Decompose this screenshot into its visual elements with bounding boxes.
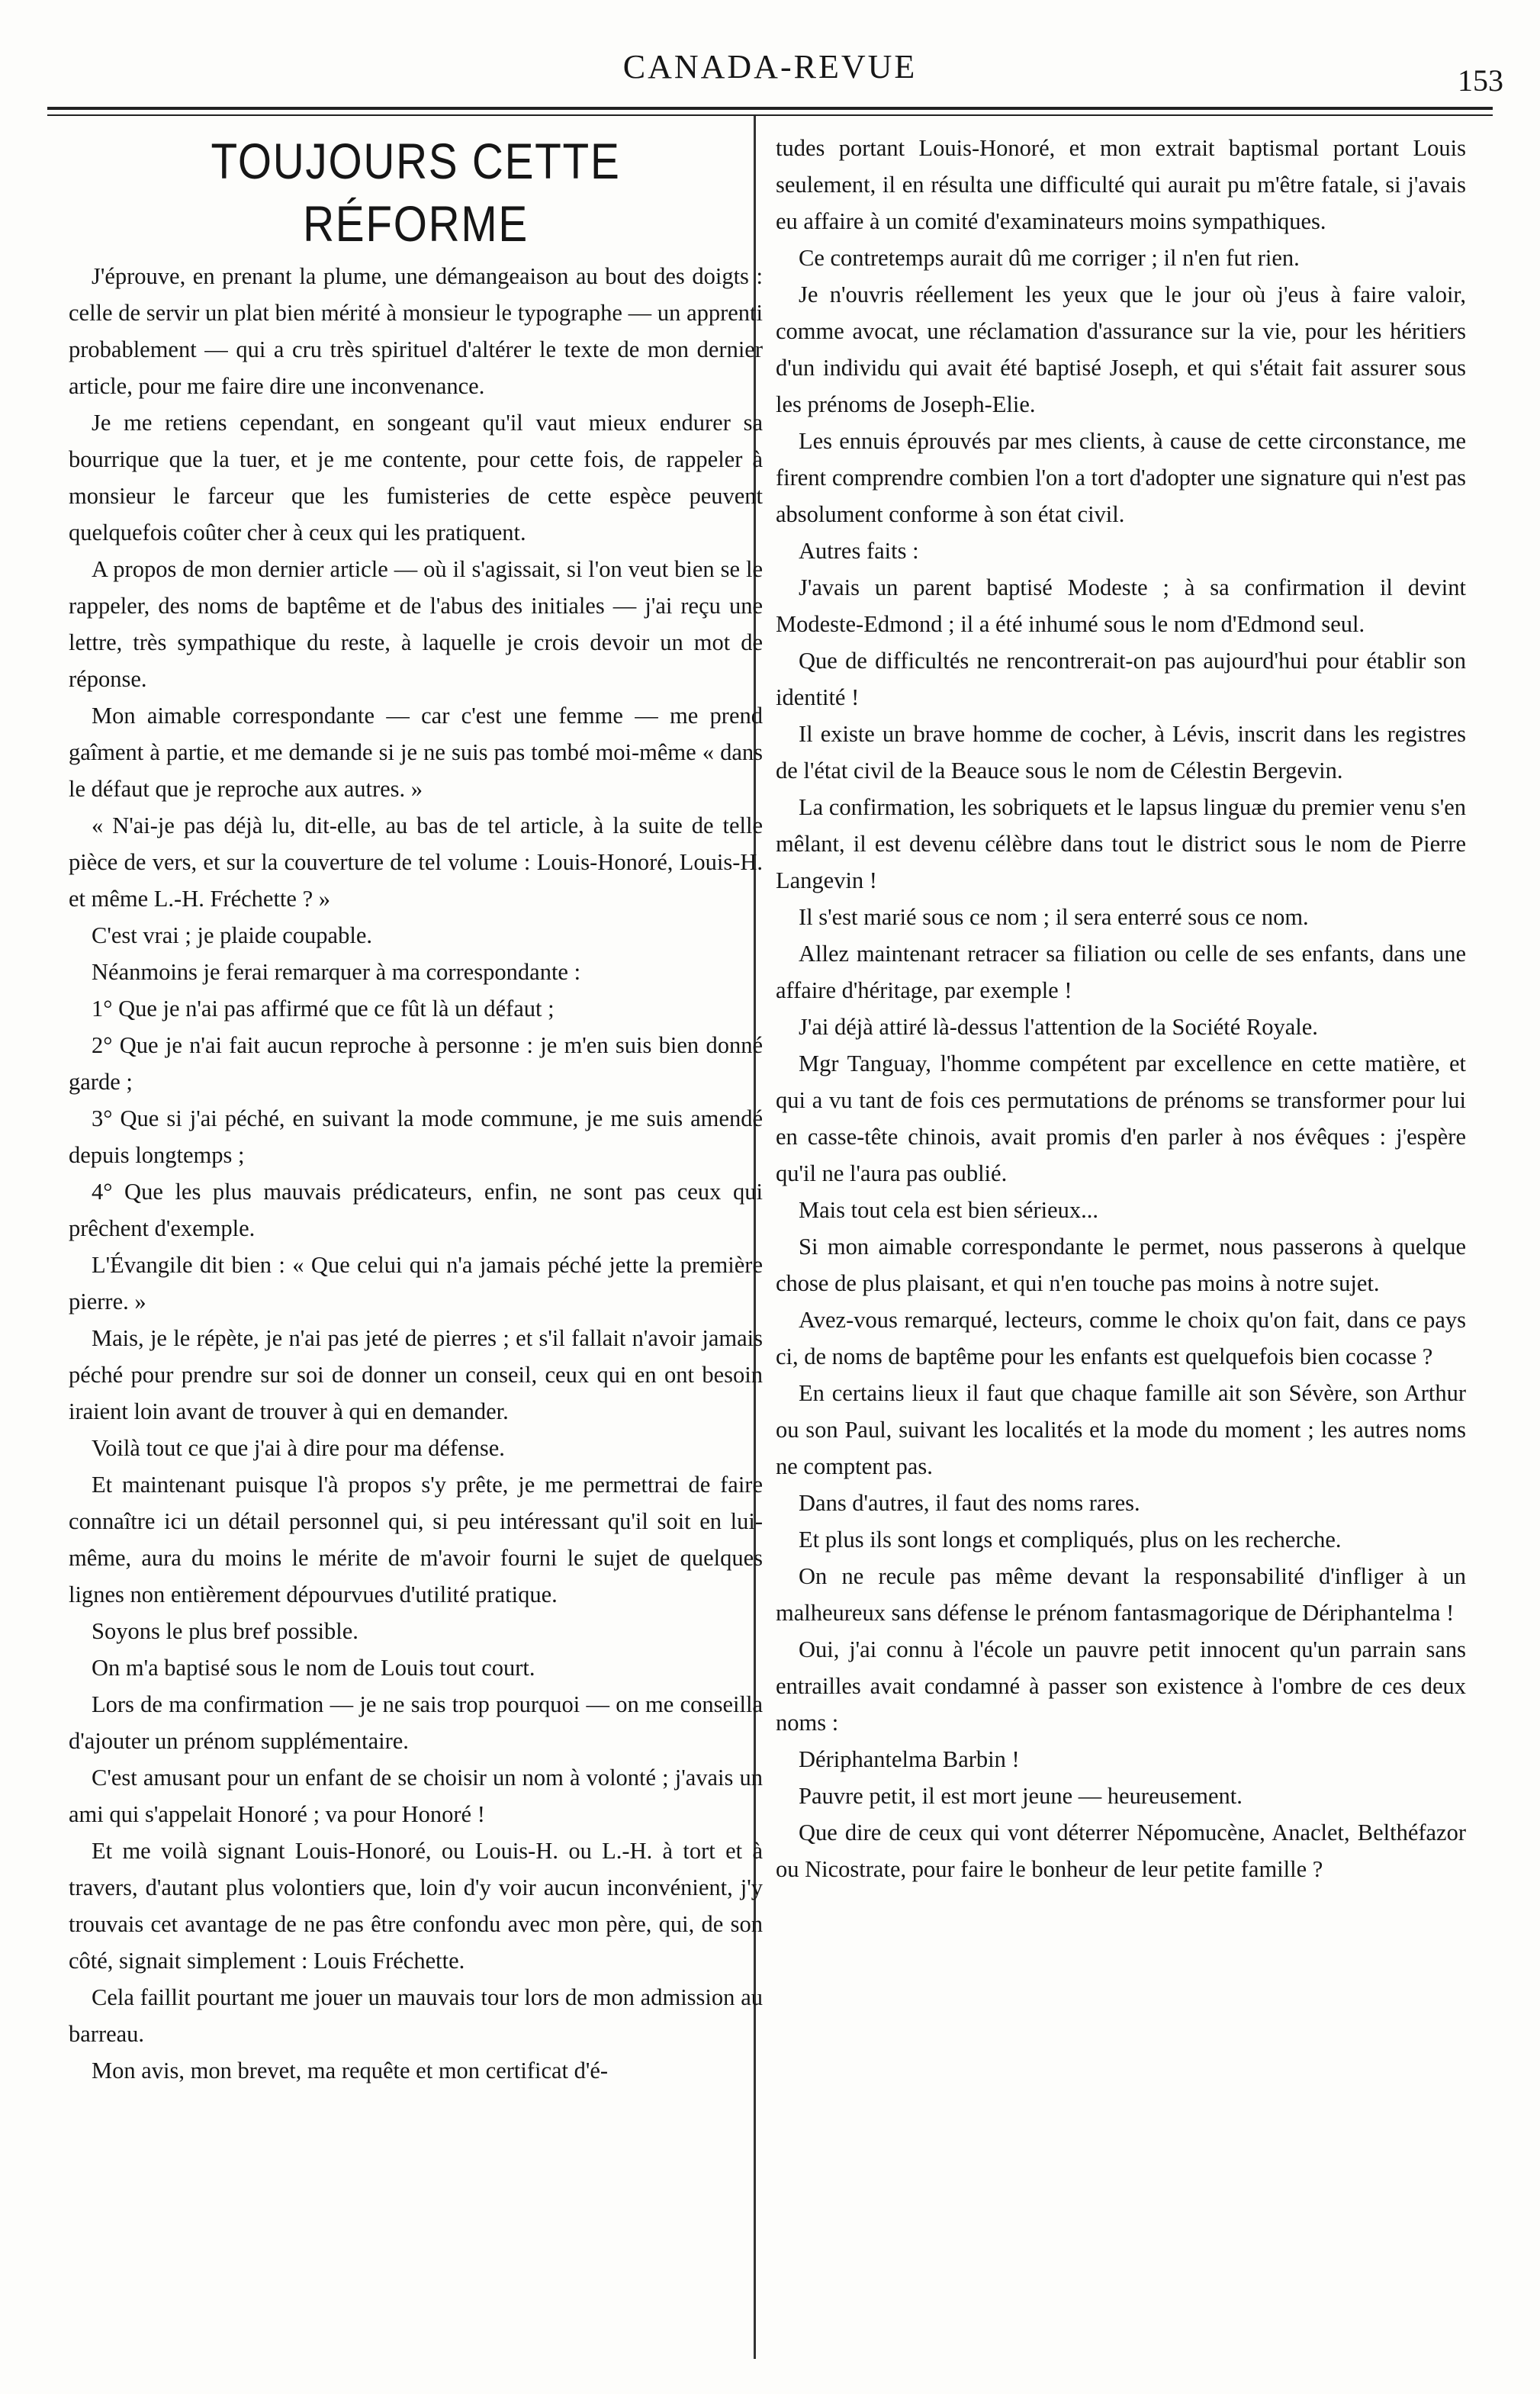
- article-title: TOUJOURS CETTE RÉFORME: [211, 133, 621, 252]
- paragraph: C'est amusant pour un enfant de se choisir un nom à volonté ; j'avais un ami qui s'appelait Honoré ; va pour Honoré !: [69, 1765, 763, 1827]
- paragraph: Que de difficultés ne rencontrerait-on pas aujourd'hui pour établir son identité !: [776, 648, 1466, 710]
- paragraph: Et me voilà signant Louis-Honoré, ou Louis-H. ou L.-H. à tort et à travers, d'autant plus volontiers que, loin d'y voir aucun inconvénient, j'y trouvais cet avantage de ne pas être confondu avec mon père, qui, de son côté, signait simplement : Louis Fréchette.: [69, 1838, 763, 1974]
- paragraph: Il existe un brave homme de cocher, à Lévis, inscrit dans les registres de l'état civil de la Beauce sous le nom de Célestin Bergevin.: [776, 721, 1466, 784]
- left-column-paragraphs: [69, 258, 763, 2089]
- paragraph: On m'a baptisé sous le nom de Louis tout court.: [92, 1655, 535, 1681]
- paragraph: Je n'ouvris réellement les yeux que le jour où j'eus à faire valoir, comme avocat, une réclamation d'assurance sur la vie, pour les héritiers d'un individu qui avait été baptisé Joseph, et qui s'était fait assurer sous les prénoms de Joseph-Elie.: [776, 282, 1466, 417]
- paragraph: 2° Que je n'ai fait aucun reproche à personne : je m'en suis bien donné garde ;: [69, 1032, 763, 1095]
- paragraph: tudes portant Louis-Honoré, et mon extrait baptismal portant Louis seulement, il en résulta une difficulté qui aurait pu m'être fatale, si j'avais eu affaire à un comité d'examinateurs moins sympathiques.: [776, 135, 1466, 234]
- paragraph: J'avais un parent baptisé Modeste ; à sa confirmation il devint Modeste-Edmond ; il a été inhumé sous le nom d'Edmond seul.: [776, 574, 1466, 637]
- paragraph: Je me retiens cependant, en songeant qu'il vaut mieux endurer sa bourrique que la tuer, et je me contente, pour cette fois, de rappeler à monsieur le farceur que les fumisteries de cette espèce peuvent quelquefois coûter cher à ceux qui les pratiquent.: [69, 410, 763, 545]
- paragraph: Allez maintenant retracer sa filiation ou celle de ses enfants, dans une affaire d'héritage, par exemple !: [776, 941, 1466, 1003]
- right-column-paragraphs: [776, 130, 1466, 1887]
- paragraph: Néanmoins je ferai remarquer à ma correspondante :: [92, 959, 581, 985]
- page-number: 153: [1458, 63, 1503, 98]
- paragraph: 1° Que je n'ai pas affirmé que ce fût là un défaut ;: [92, 996, 555, 1022]
- paragraph: La confirmation, les sobriquets et le lapsus linguæ du premier venu s'en mêlant, il est devenu célèbre dans tout le district sous le nom de Pierre Langevin !: [776, 794, 1466, 893]
- paragraph: Dans d'autres, il faut des noms rares.: [799, 1490, 1140, 1516]
- paragraph: Les ennuis éprouvés par mes clients, à cause de cette circonstance, me firent comprendre combien l'on a tort d'adopter une signature qui n'est pas absolument conforme à son état civil.: [776, 428, 1466, 527]
- paragraph: Cela faillit pourtant me jouer un mauvais tour lors de mon admission au barreau.: [69, 1984, 763, 2047]
- paragraph: Que dire de ceux qui vont déterrer Népomucène, Anaclet, Belthéfazor ou Nicostrate, pour faire le bonheur de leur petite famille ?: [776, 1820, 1466, 1882]
- running-head: CANADA-REVUE: [622, 48, 918, 85]
- paragraph: J'ai déjà attiré là-dessus l'attention de la Société Royale.: [799, 1014, 1318, 1040]
- paragraph: Mon aimable correspondante — car c'est une femme — me prend gaîment à partie, et me demande si je ne suis pas tombé moi-même « dans le défaut que je reproche aux autres. »: [69, 703, 763, 802]
- paragraph: Autres faits :: [799, 538, 919, 564]
- paragraph: Oui, j'ai connu à l'école un pauvre petit innocent qu'un parrain sans entrailles avait condamné à passer son existence à l'ombre de ces deux noms :: [776, 1636, 1466, 1736]
- paragraph: En certains lieux il faut que chaque famille ait son Sévère, son Arthur ou son Paul, suivant les localités et la mode du moment ; les autres noms ne comptent pas.: [776, 1380, 1466, 1479]
- paragraph: Soyons le plus bref possible.: [92, 1618, 358, 1644]
- paragraph: Et maintenant puisque l'à propos s'y prête, je me permettrai de faire connaître ici un détail personnel qui, si peu intéressant qu'il soit en lui-même, aura du moins le mérite de m'avoir fourni le sujet de quelques lignes non entièrement dépourvues d'utilité pratique.: [69, 1472, 763, 1607]
- paragraph: Avez-vous remarqué, lecteurs, comme le choix qu'on fait, dans ce pays ci, de noms de baptême pour les enfants est quelquefois bien cocasse ?: [776, 1307, 1466, 1369]
- paragraph: J'éprouve, en prenant la plume, une démangeaison au bout des doigts : celle de servir un plat bien mérité à monsieur le typographe — un apprenti probablement — qui a cru très spirituel d'altérer le texte de mon dernier article, pour me faire dire une inconvenance.: [69, 263, 763, 399]
- paragraph: Si mon aimable correspondante le permet, nous passerons à quelque chose de plus plaisant, et qui n'en touche pas moins à notre sujet.: [776, 1234, 1466, 1296]
- paragraph: L'Évangile dit bien : « Que celui qui n'a jamais péché jette la première pierre. »: [69, 1252, 763, 1314]
- paragraph: Ce contretemps aurait dû me corriger ; il n'en fut rien.: [799, 245, 1300, 271]
- right-column: [776, 130, 1466, 1887]
- paragraph: A propos de mon dernier article — où il s'agissait, si l'on veut bien se le rappeler, des noms de baptême et de l'abus des initiales — j'ai reçu une lettre, très sympathique du reste, à laquelle je crois devoir un mot de réponse.: [69, 556, 763, 692]
- paragraph: On ne recule pas même devant la responsabilité d'infliger à un malheureux sans défense le prénom fantasmagorique de Dériphantelma !: [776, 1563, 1466, 1626]
- paragraph: Mon avis, mon brevet, ma requête et mon certificat d'é-: [92, 2058, 609, 2083]
- paragraph: C'est vrai ; je plaide coupable.: [92, 922, 372, 948]
- paragraph: Mgr Tanguay, l'homme compétent par excellence en cette matière, et qui a vu tant de fois ces permutations de prénoms se transformer pour lui en casse-tête chinois, avait promis d'en parler à nos évêques : j'espère qu'il ne l'aura pas oublié.: [776, 1051, 1466, 1186]
- paragraph: Mais, je le répète, je n'ai pas jeté de pierres ; et s'il fallait n'avoir jamais péché pour prendre sur soi de donner un conseil, ceux qui en ont besoin iraient loin avant de trouver à qui en demander.: [69, 1325, 763, 1424]
- header-rule: [47, 107, 1493, 110]
- paragraph: Mais tout cela est bien sérieux...: [799, 1197, 1099, 1223]
- left-column: [69, 130, 763, 2089]
- paragraph: Pauvre petit, il est mort jeune — heureusement.: [799, 1783, 1243, 1809]
- header-rule-thin: [47, 114, 1493, 116]
- paragraph: Il s'est marié sous ce nom ; il sera enterré sous ce nom.: [799, 904, 1309, 930]
- paragraph: Et plus ils sont longs et compliqués, plus on les recherche.: [799, 1527, 1342, 1553]
- paragraph: Voilà tout ce que j'ai à dire pour ma défense.: [92, 1435, 505, 1461]
- paragraph: 3° Que si j'ai péché, en suivant la mode commune, je me suis amendé depuis longtemps ;: [69, 1105, 763, 1168]
- paragraph: « N'ai-je pas déjà lu, dit-elle, au bas de tel article, à la suite de telle pièce de vers, et sur la couverture de tel volume : Louis-Honoré, Louis-H. et même L.-H. Fréchette ? »: [69, 812, 763, 912]
- paragraph: Dériphantelma Barbin !: [799, 1746, 1020, 1772]
- paragraph: Lors de ma confirmation — je ne sais trop pourquoi — on me conseilla d'ajouter un prénom supplémentaire.: [69, 1691, 763, 1754]
- paragraph: 4° Que les plus mauvais prédicateurs, enfin, ne sont pas ceux qui prêchent d'exemple.: [69, 1179, 763, 1241]
